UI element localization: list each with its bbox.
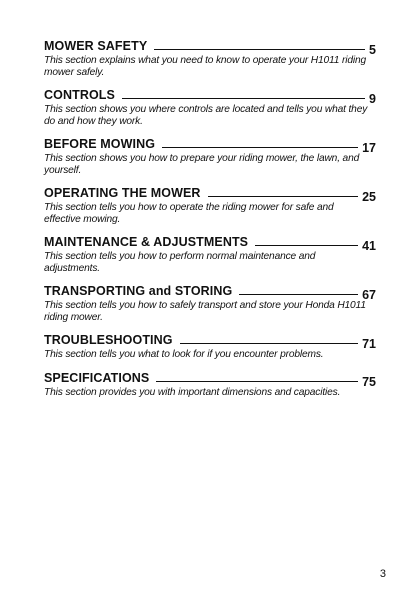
toc-leader-line xyxy=(162,147,358,148)
table-of-contents xyxy=(44,38,376,407)
toc-leader-line xyxy=(122,98,365,99)
toc-entry-title: TRANSPORTING and STORING xyxy=(44,284,233,298)
toc-entry-page: 75 xyxy=(362,374,376,389)
toc-entry-description: This section tells you how to operate the riding mower for safe and effective mowing. xyxy=(44,202,334,225)
toc-entry-heading xyxy=(44,136,376,155)
toc-leader-line xyxy=(180,343,359,344)
toc-entry-troubleshooting xyxy=(44,332,376,361)
toc-entry-controls xyxy=(44,87,376,127)
toc-entry-description: This section tells you what to look for if you encounter problems. xyxy=(44,349,324,360)
toc-entry-title: OPERATING THE MOWER xyxy=(44,186,201,200)
toc-entry-description: This section shows you how to prepare your riding mower, the lawn, and yourself. xyxy=(44,153,360,176)
page-number: 3 xyxy=(379,568,386,580)
toc-leader-line xyxy=(255,245,358,246)
toc-entry-specifications xyxy=(44,370,376,399)
toc-entry-heading xyxy=(44,283,376,302)
toc-entry-page: 71 xyxy=(362,337,376,351)
toc-leader-line xyxy=(156,381,358,382)
toc-entry-description: This section provides you with important dimensions and capacities. xyxy=(44,386,341,398)
toc-entry-transporting-storing xyxy=(44,283,376,323)
toc-entry-heading xyxy=(44,370,376,389)
toc-entry-maintenance-adjustments xyxy=(44,234,376,274)
toc-entry-heading xyxy=(44,234,376,253)
toc-entry-description: This section tells you how to safely transport and store your Honda H1011 riding mower. xyxy=(44,300,366,323)
toc-entry-heading xyxy=(44,332,376,351)
toc-leader-line xyxy=(154,49,365,50)
toc-entry-title: TROUBLESHOOTING xyxy=(44,333,173,347)
toc-entry-heading xyxy=(44,185,376,204)
toc-entry-description: This section explains what you need to know to operate your H1011 riding mower safely. xyxy=(44,55,366,78)
toc-entry-page: 67 xyxy=(362,288,376,302)
toc-entry-title: CONTROLS xyxy=(44,88,115,102)
toc-entry-page: 5 xyxy=(369,43,376,57)
toc-leader-line xyxy=(208,196,359,197)
toc-entry-mower-safety xyxy=(44,38,376,78)
toc-entry-page: 25 xyxy=(362,190,376,204)
toc-entry-heading xyxy=(44,87,376,106)
toc-entry-heading xyxy=(44,38,376,57)
toc-entry-page: 9 xyxy=(369,92,376,106)
toc-entry-title: MAINTENANCE & ADJUSTMENTS xyxy=(44,235,249,249)
toc-entry-page: 17 xyxy=(362,141,376,155)
toc-entry-description: This section tells you how to perform normal maintenance and adjustments. xyxy=(44,251,316,274)
toc-entry-page: 41 xyxy=(362,239,376,253)
toc-entry-title: SPECIFICATIONS xyxy=(44,370,150,385)
toc-entry-before-mowing xyxy=(44,136,376,176)
toc-entry-operating-the-mower xyxy=(44,185,376,225)
toc-entry-title: BEFORE MOWING xyxy=(44,137,156,151)
toc-leader-line xyxy=(239,294,358,295)
toc-entry-title: MOWER SAFETY xyxy=(44,39,148,53)
toc-entry-description: This section shows you where controls are located and tells you what they do and how they work. xyxy=(44,104,368,127)
